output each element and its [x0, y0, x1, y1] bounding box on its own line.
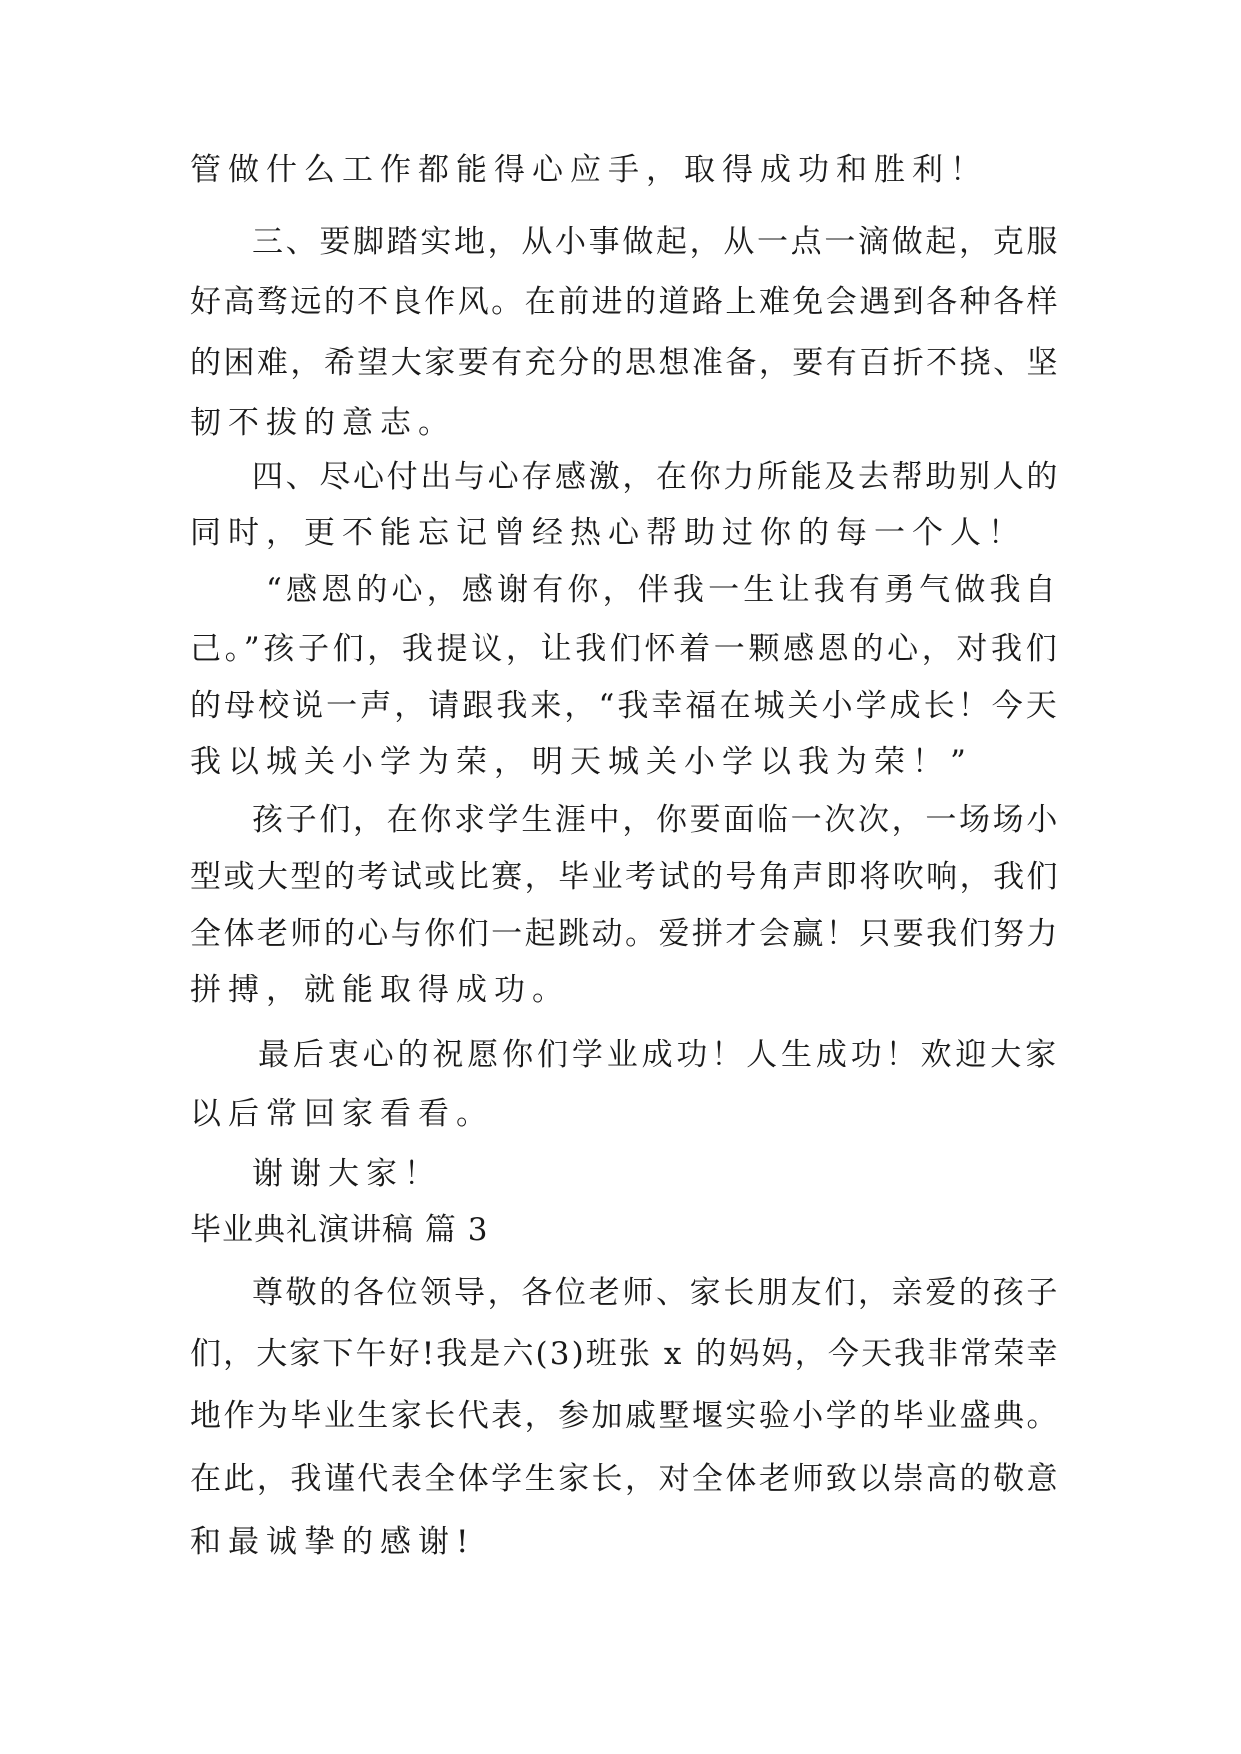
body-text-line: 在此，我谨代表全体学生家长，对全体老师致以崇高的敬意 — [190, 1461, 1060, 1497]
body-text-line: 地作为毕业生家长代表，参加戚墅堰实验小学的毕业盛典。 — [190, 1398, 1060, 1434]
body-text-line: 好高骛远的不良作风。在前进的道路上难免会遇到各种各样 — [190, 284, 1060, 320]
body-text-line: 谢谢大家！ — [252, 1156, 442, 1192]
body-text-line: 们，大家下午好!我是六(3)班张 x 的妈妈，今天我非常荣幸 — [190, 1336, 1060, 1372]
body-text-line: 同时，更不能忘记曾经热心帮助过你的每一个人！ — [190, 515, 1026, 551]
body-text-line: 最后衷心的祝愿你们学业成功！人生成功！欢迎大家 — [258, 1037, 1060, 1073]
body-text-line: 拼搏，就能取得成功。 — [190, 972, 570, 1008]
body-text-line: 以后常回家看看。 — [190, 1096, 494, 1132]
body-text-line: 尊敬的各位领导，各位老师、家长朋友们，亲爱的孩子 — [252, 1275, 1060, 1311]
body-text-line: 三、要脚踏实地，从小事做起，从一点一滴做起，克服 — [252, 224, 1060, 260]
body-text-line: 型或大型的考试或比赛，毕业考试的号角声即将吹响，我们 — [190, 859, 1060, 895]
section-heading: 毕业典礼演讲稿 篇 3 — [190, 1212, 489, 1248]
body-text-line: 韧不拔的意志。 — [190, 405, 456, 441]
body-text-line: 的困难，希望大家要有充分的思想准备，要有百折不挠、坚 — [190, 345, 1060, 381]
body-text-line: 己。”孩子们，我提议，让我们怀着一颗感恩的心，对我们 — [190, 631, 1061, 667]
body-text-line: 和最诚挚的感谢! — [190, 1524, 476, 1560]
body-text-line: 孩子们，在你求学生涯中，你要面临一次次，一场场小 — [252, 802, 1060, 838]
body-text-line: 我以城关小学为荣，明天城关小学以我为荣！” — [190, 744, 973, 780]
body-text-line: 四、尽心付出与心存感激，在你力所能及去帮助别人的 — [252, 459, 1060, 495]
body-text-line: “感恩的心，感谢有你，伴我一生让我有勇气做我自 — [266, 572, 1060, 608]
body-text-line: 的母校说一声，请跟我来，“我幸福在城关小学成长！今天 — [190, 688, 1060, 724]
body-text-line: 全体老师的心与你们一起跳动。爱拼才会赢！只要我们努力 — [190, 916, 1060, 952]
body-text-line: 管做什么工作都能得心应手，取得成功和胜利！ — [190, 152, 988, 188]
